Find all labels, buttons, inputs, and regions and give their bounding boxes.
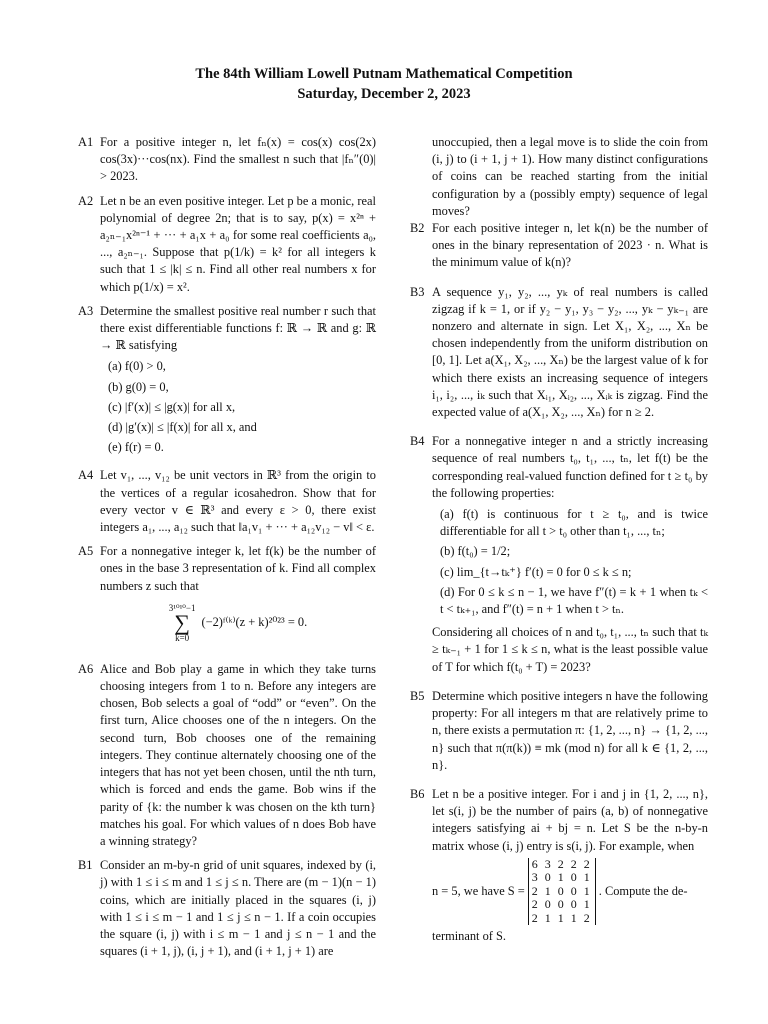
- matrix-s: [528, 858, 596, 926]
- property-item: (d) For 0 ≤ k ≤ n − 1, we have f″(t) = k + 1 when tₖ < t < tₖ₊₁, and f″(t) = n + 1 when t > tₙ.: [440, 584, 708, 617]
- problem-label: A6: [78, 661, 94, 676]
- sum-upper-limit: 3¹⁰¹⁰−1: [168, 602, 196, 613]
- condition-item: (b) g(0) = 0,: [108, 379, 169, 394]
- problem-text-after: Considering all choices of n and t₀, t₁, ..., tₙ such that tₖ ≥ tₖ₋₁ + 1 for 1 ≤ k ≤ n, what is the least possible value of T for which f(t₀ + T) = 2023?: [432, 625, 708, 674]
- problem-label: A3: [78, 303, 94, 318]
- problem-text: Let v₁, ..., v₁₂ be unit vectors in ℝ³ from the origin to the vertices of a regular icosahedron. Show that for every vector v ∈ ℝ³ and every ε > 0, there exist integers a₁, ..., a₁₂ such that ‖a₁v₁ + ··· + a₁₂v₁₂ − v‖ < ε.: [100, 468, 376, 535]
- problem-text: Let n be a positive integer. For i and j in {1, 2, ..., n}, let s(i, j) be the number of pairs (a, b) of nonnegative integers satisfying ai + bj = n. Let S be the n-by-n matrix whose (i, j) entry is s(i, j). For example, when: [432, 786, 708, 853]
- matrix-row: 2 0 0 0 1: [531, 897, 592, 912]
- matrix-row: 2 1 0 0 1: [531, 883, 592, 898]
- problem-label: B4: [410, 434, 425, 449]
- problem-label: A1: [78, 135, 94, 149]
- problem-label: A2: [78, 193, 94, 208]
- problem-a1: [78, 134, 376, 186]
- problem-text: Let n be an even positive integer. Let p be a monic, real polynomial of degree 2n; that is to say, p(x) = x²ⁿ + a₂ₙ₋₁x²ⁿ⁻¹ + ··· + a₁x + a₀ for some real coefficients a₀, ..., a₂ₙ₋₁. Suppose that p(1/k) = k² for all integers k such that 1 ≤ |k| ≤ n. Find all other real numbers x for which p(1/x) = x².: [100, 193, 376, 294]
- problem-label: B2: [410, 221, 425, 236]
- condition-item: (e) f(r) = 0.: [108, 440, 164, 455]
- condition-list: [108, 358, 376, 456]
- problem-label: B3: [410, 284, 425, 299]
- problem-text: Alice and Bob play a game in which they take turns choosing integers from 1 to n. Before any integers are chosen, Bob selects a goal of “odd” or “even”. On the first turn, Alice chooses one of the n integers. On the second turn, Bob chooses one of the remaining integers. They continue alternately choosing one of the integers that has not yet been chosen, until the nth turn, which is forced and ends the game. Bob wins if the parity of {k: the number k was chosen on the kth turn} matches his goal. For which values of n does Bob have a winning strategy?: [100, 661, 376, 848]
- problem-text-after: terminant of S.: [432, 929, 506, 944]
- condition-item: (c) |f′(x)| ≤ |g(x)| for all x,: [108, 399, 236, 414]
- problem-a2: [78, 193, 376, 296]
- problem-text: Consider an m-by-n grid of unit squares, indexed by (i, j) with 1 ≤ i ≤ m and 1 ≤ j ≤ n. There are (m − 1)(n − 1) coins, which are initially placed in the squares (i, j) with 1 ≤ i ≤ m − 1 and 1 ≤ j ≤ n − 1. If a coin occupies the square (i, j) with i ≤ m − 1 and j ≤ n − 1 and the squares (i + 1, j), (i, j + 1), and (i + 1, j + 1) are: [100, 858, 376, 959]
- problem-a5: [78, 543, 376, 643]
- problem-text: For each positive integer n, let k(n) be the number of ones in the binary representation of 2023 · n. What is the minimum value of k(n)?: [432, 221, 708, 270]
- problem-a3: [78, 303, 376, 457]
- problem-label: B5: [410, 688, 425, 703]
- problem-text: For a positive integer n, let fₙ(x) = cos(x) cos(2x) cos(3x)···cos(nx). Find the smallest n such that |fₙ″(0)| > 2023.: [100, 135, 376, 184]
- problem-text: Determine the smallest positive real number r such that there exist differentiable functions f: ℝ → ℝ and g: ℝ → ℝ satisfying: [100, 303, 376, 353]
- matrix-example: [432, 858, 708, 926]
- property-list: [440, 506, 708, 618]
- condition-item: (d) |g′(x)| ≤ |f(x)| for all x, and: [108, 420, 257, 435]
- matrix-prefix: n = 5, we have S =: [432, 883, 525, 898]
- problem-label: A4: [78, 468, 94, 483]
- matrix-row: 2 1 1 1 2: [531, 910, 592, 925]
- problem-text: A sequence y₁, y₂, ..., yₖ of real numbers is called zigzag if k = 1, or if y₂ − y₁, y₃ − y₂, ..., yₖ − yₖ₋₁ are nonzero and alternate in sign. Let X₁, X₂, ..., Xₙ be chosen independently from the uniform distribution on [0, 1]. Let a(X₁, X₂, ..., Xₙ) be the largest value of k for which there exists an increasing sequence of integers i₁, i₂, ..., iₖ such that Xᵢ₁, Xᵢ₂, ..., Xᵢₖ is zigzag. Find the expected value of a(X₁, X₂, ..., Xₙ) for n ≥ 2.: [432, 284, 708, 420]
- problem-a6: [78, 661, 376, 850]
- condition-item: (a) f(0) > 0,: [108, 359, 166, 374]
- summation-formula: [100, 603, 376, 643]
- problem-b6: [410, 786, 708, 946]
- sum-body: (−2)ᶠ⁽ᵏ⁾(z + k)²⁰²³ = 0.: [201, 615, 308, 630]
- problem-text: Determine which positive integers n have the following property: For all integers m that are relatively prime to n, there exists a permutation π: {1, 2, ..., n} → {1, 2, ..., n} such that π(π(k)) ≡ mk (mod n) for all k ∈ {1, 2, ..., n}.: [432, 688, 709, 772]
- problem-text: For a nonnegative integer k, let f(k) be the number of ones in the base 3 representation of k. Find all complex numbers z such that: [100, 544, 376, 593]
- right-column: [410, 134, 708, 945]
- left-column: [78, 134, 376, 960]
- exam-title: The 84th William Lowell Putnam Mathematical Competition: [195, 66, 573, 82]
- problem-b1: [78, 857, 376, 960]
- problem-b4: [410, 433, 708, 676]
- problem-b1-continuation: unoccupied, then a legal move is to slide the coin from (i, j) to (i + 1, j + 1). How many distinct configurations of coins can be reached starting from the initial configuration by a (possibly empty) sequence of legal moves?: [432, 135, 708, 218]
- problem-b3: [410, 284, 708, 422]
- matrix-suffix: . Compute the de-: [598, 883, 688, 898]
- exam-date: Saturday, December 2, 2023: [297, 86, 471, 102]
- problem-a4: [78, 467, 376, 536]
- property-item: (c) lim_{t→tₖ⁺} f′(t) = 0 for 0 ≤ k ≤ n;: [440, 564, 632, 579]
- matrix-row: 6 3 2 2 2: [531, 856, 592, 871]
- property-item: (a) f(t) is continuous for t ≥ t₀, and is twice differentiable for all t > t₀ other than t₁, ..., tₙ;: [440, 507, 708, 539]
- matrix-row: 3 0 1 0 1: [531, 870, 592, 885]
- property-item: (b) f(t₀) = 1/2;: [440, 544, 511, 559]
- sum-lower-limit: k=0: [175, 632, 190, 643]
- sum-sign: ∑: [174, 609, 190, 635]
- problem-label: B1: [78, 858, 93, 873]
- problem-text: For a nonnegative integer n and a strictly increasing sequence of real numbers t₀, t₁, ..., tₙ, let f(t) be the corresponding real-valued function defined for t ≥ t₀ by the following properties:: [432, 434, 708, 500]
- problem-b5: [410, 688, 708, 774]
- problem-label: A5: [78, 544, 94, 559]
- problem-b2: [410, 220, 708, 272]
- problem-label: B6: [410, 786, 425, 801]
